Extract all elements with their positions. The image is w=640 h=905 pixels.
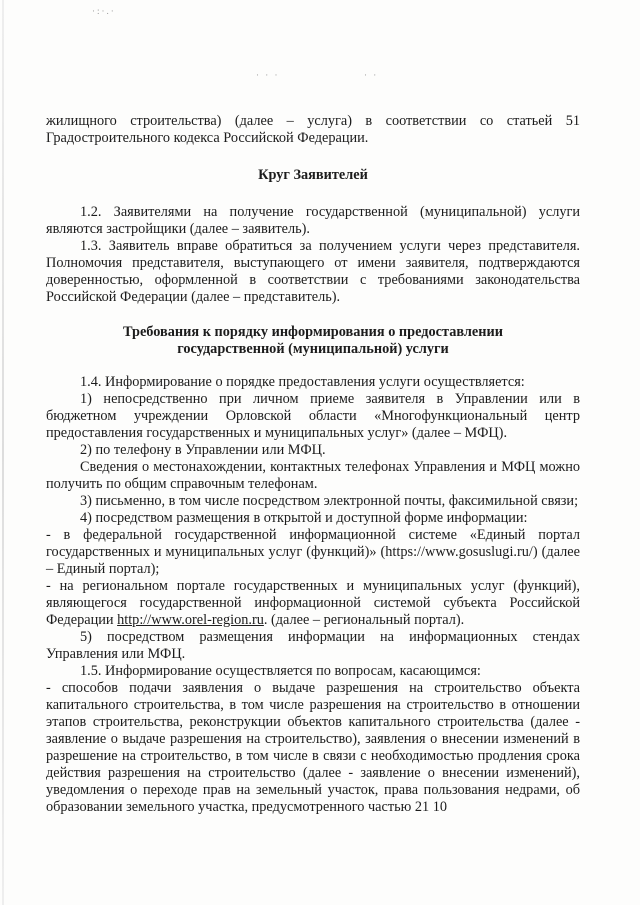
scan-mark: ·:·.· (92, 6, 116, 16)
paragraph-1-4-item-4: 4) посредством размещения в открытой и доступной форме информации: (80, 510, 528, 526)
section-heading-informing-line1: Требования к порядку информирования о предоставлении (123, 324, 503, 340)
paragraph-1-3: 1.3. Заявитель вправе обратиться за получением услуги через представителя. Полномочия представителя, выступающего от имени заявителя, подтверждаются доверенностью, оформленной в соответствии с требованиями законодательства Российской Федерации (далее – представитель). (46, 238, 580, 305)
regional-text-post: . (далее – региональный портал). (263, 612, 465, 628)
paragraph-continuation: жилищного строительства) (далее – услуга) в соответствии со статьей 51 Градостроительного кодекса Российской Федерации. (46, 113, 580, 146)
paragraph-1-5-item-a: - способов подачи заявления о выдаче разрешения на строительство объекта капитального строительства, в том числе разрешения на строительство в отношении этапов строительства, реконструкции объектов капитального строительства (далее - заявление о выдаче разрешения на строительство), заявления о внесении изменений в разрешение на строительство, в том числе в связи с необходимостью продления срока действия разрешения на строительство (далее - заявление о внесении изменений), уведомления о переходе прав на земельный участок, права пользования недрами, об образовании земельного участка, предусмотренного частью 21 10 (46, 680, 580, 815)
paragraph-1-4-item-3: 3) письменно, в том числе посредством электронной почты, факсимильной связи; (80, 493, 579, 509)
regional-portal-link[interactable]: http://www.orel-region.ru (117, 612, 264, 628)
paragraph-1-4-item-4-federal: - в федеральной государственной информационной системе «Единый портал государственных и муниципальных услуг (функций)» (https://www.gosuslugi.ru/) (далее – Единый портал); (46, 527, 580, 577)
scan-mark: · · · (256, 70, 280, 80)
section-heading-applicants: Круг Заявителей (258, 167, 368, 183)
paragraph-1-2: 1.2. Заявителями на получение государственной (муниципальной) услуги являются застройщики (далее – заявитель). (46, 204, 580, 237)
scan-edge (2, 0, 4, 905)
paragraph-1-4-item-2: 2) по телефону в Управлении или МФЦ. (80, 442, 326, 458)
document-body (46, 113, 580, 816)
regional-text-pre: - на региональном портале государственных и муниципальных услуг (функций), являющегося государственной информационной системой субъекта Российской Федерации (46, 578, 580, 628)
section-heading-informing-line2: государственной (муниципальной) услуги (177, 341, 449, 357)
paragraph-1-4-item-1: 1) непосредственно при личном приеме заявителя в Управлении или в бюджетном учреждении Орловской области «Многофункциональный центр предоставления государственных и муниципальных услуг» (далее – МФЦ). (46, 391, 580, 441)
paragraph-1-5: 1.5. Информирование осуществляется по вопросам, касающимся: (80, 663, 481, 679)
paragraph-1-4-item-4-regional (46, 578, 580, 629)
paragraph-1-4: 1.4. Информирование о порядке предоставления услуги осуществляется: (80, 374, 525, 390)
paragraph-1-4-item-5: 5) посредством размещения информации на информационных стендах Управления или МФЦ. (46, 629, 580, 662)
scan-mark: · · (364, 70, 379, 80)
paragraph-1-4-item-2-note: Сведения о местонахождении, контактных телефонах Управления и МФЦ можно получить по общим справочным телефонам. (46, 459, 580, 492)
